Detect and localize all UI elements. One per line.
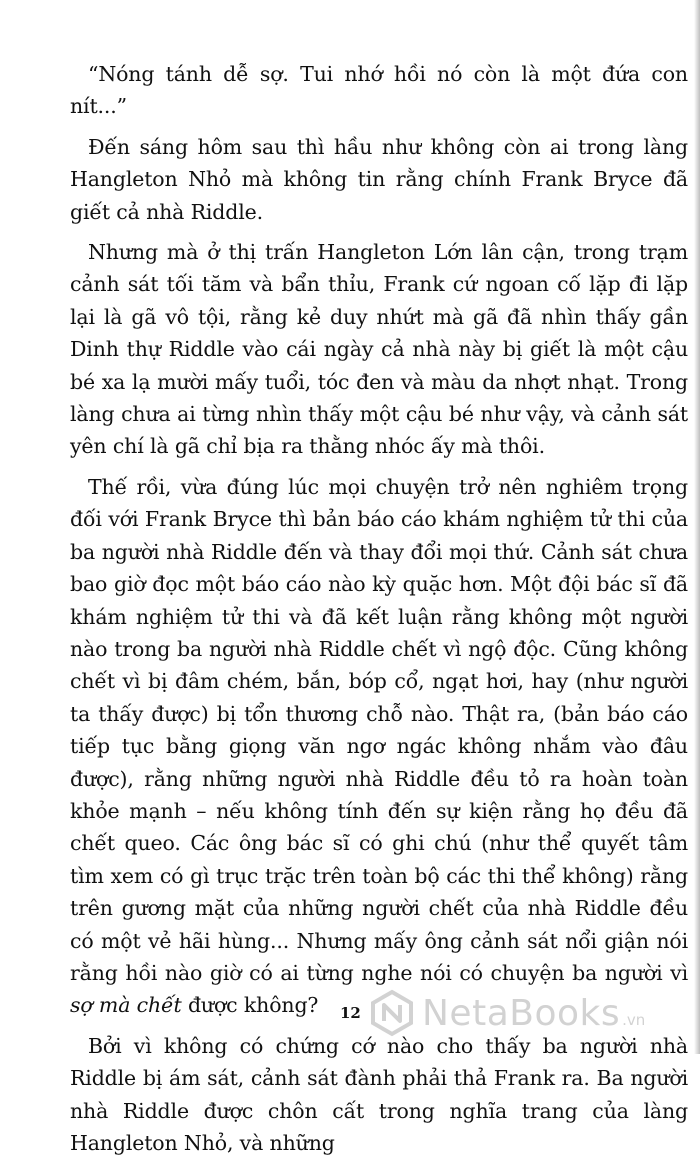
paragraph-2: Đến sáng hôm sau thì hầu như không còn ai trong làng Hangleton Nhỏ mà không tin rằng chính Frank Bryce đã giết cả nhà Riddle. — [70, 134, 688, 224]
paragraph-4 — [70, 471, 688, 1022]
watermark-brand: NetaBooks — [422, 992, 621, 1034]
paragraph-4-text-before: Thế rồi, vừa đúng lúc mọi chuyện trở nên nghiêm trọng đối với Frank Bryce thì bản báo cáo khám nghiệm tử thi của ba người nhà Riddle đến và thay đổi mọi thứ. Cảnh sát chưa bao giờ đọc một báo cáo nào kỳ quặc hơn. Một đội bác sĩ đã khám nghiệm tử thi và đã kết luận rằng không một người nào trong ba người nhà Riddle chết vì ngộ độc. Cũng không chết vì bị đâm chém, bắn, bóp cổ, ngạt hơi, hay (như người ta thấy được) bị tổn thương chỗ nào. Thật ra, (bản báo cáo tiếp tục bằng giọng văn ngơ ngác không nhắm vào đâu được), rằng những người nhà Riddle đều tỏ ra hoàn toàn khỏe mạnh – nếu không tính đến sự kiện rằng họ đều đã chết queo. Các ông bác sĩ có ghi chú (như thể quyết tâm tìm xem có gì trục trặc trên toàn bộ các thi thể không) rằng trên gương mặt của những người chết của nhà Riddle đều có một vẻ hãi hùng... Nhưng mấy ông cảnh sát nổi giận nói rằng hồi nào giờ có ai từng nghe nói có chuyện ba người vì — [70, 474, 688, 985]
watermark — [368, 980, 698, 1046]
page-edge-shadow — [694, 0, 700, 1054]
paragraph-4-text-after: được không? — [181, 993, 319, 1018]
paragraph-5: Bởi vì không có chứng cớ nào cho thấy ba người nhà Riddle bị ám sát, cảnh sát đành phải thả Frank ra. Ba người nhà Riddle được chôn cất trong nghĩa trang của làng Hangleton Nhỏ, và những — [70, 1033, 688, 1155]
page-number: 12 — [340, 1004, 361, 1022]
paragraph-4-emphasis: sợ mà chết — [70, 993, 182, 1018]
netabooks-logo-icon — [368, 989, 416, 1037]
paragraph-1: “Nóng tánh dễ sợ. Tui nhớ hồi nó còn là một đứa con nít...” — [70, 62, 688, 119]
paragraph-3: Nhưng mà ở thị trấn Hangleton Lớn lân cận, trong trạm cảnh sát tối tăm và bẩn thỉu, Frank cứ ngoan cố lặp đi lặp lại là gã vô tội, rằng kẻ duy nhứt mà gã đã nhìn thấy gần Dinh thự Riddle vào cái ngày cả nhà này bị giết là một cậu bé xa lạ mười mấy tuổi, tóc đen và màu da nhợt nhạt. Trong làng chưa ai từng nhìn thấy một cậu bé như vậy, và cảnh sát yên chí là gã chỉ bịa ra thằng nhóc ấy mà thôi. — [70, 240, 688, 459]
watermark-suffix: .vn — [622, 1011, 646, 1029]
